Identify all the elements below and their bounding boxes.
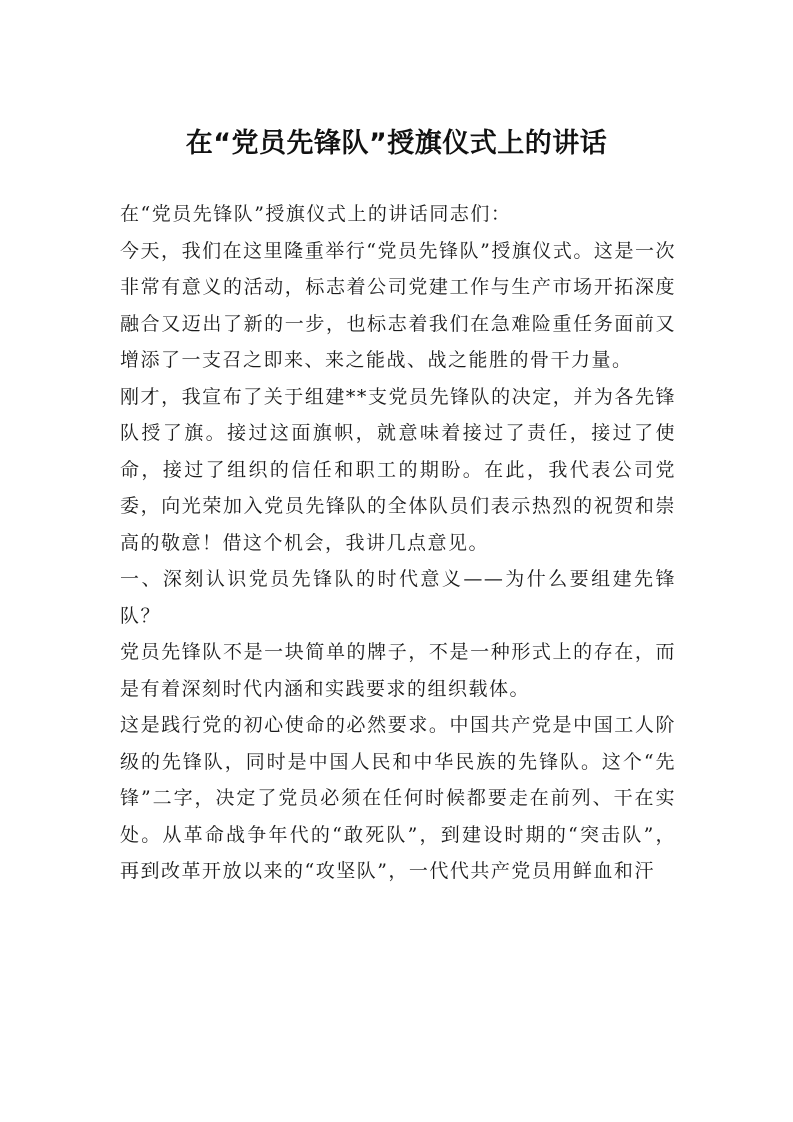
paragraph-opening: 今天，我们在这里隆重举行“党员先锋队”授旗仪式。这是一次非常有意义的活动，标志着公司党建工作与生产市场开拓深度融合又迈出了新的一步，也标志着我们在急难险重任务面前又增添了一支召之即来、来之能战、战之能胜的骨干力量。 [120, 239, 676, 371]
section-heading-1: 一、深刻认识党员先锋队的时代意义——为什么要组建先锋队？ [120, 568, 676, 627]
paragraph-salutation: 在“党员先锋队”授旗仪式上的讲话同志们： [120, 203, 512, 225]
document-title: 在“党员先锋队”授旗仪式上的讲话 [185, 128, 608, 159]
paragraph-significance: 党员先锋队不是一块简单的牌子，不是一种形式上的存在，而是有着深刻时代内涵和实践要求的组织载体。 [120, 641, 676, 700]
document-body [120, 196, 676, 890]
paragraph-mission: 这是践行党的初心使命的必然要求。中国共产党是中国工人阶级的先锋队，同时是中国人民和中华民族的先锋队。这个“先锋”二字，决定了党员必须在任何时候都要走在前列、干在实处。从革命战争年代的“敢死队”，到建设时期的“突击队”，再到改革开放以来的“攻坚队”，一代代共产党员用鲜血和汗 [120, 714, 676, 882]
paragraph-announcement: 刚才，我宣布了关于组建**支党员先锋队的决定，并为各先锋队授了旗。接过这面旗帜，就意味着接过了责任，接过了使命，接过了组织的信任和职工的期盼。在此，我代表公司党委，向光荣加入党员先锋队的全体队员们表示热烈的祝贺和崇高的敬意！借这个机会，我讲几点意见。 [120, 385, 676, 554]
